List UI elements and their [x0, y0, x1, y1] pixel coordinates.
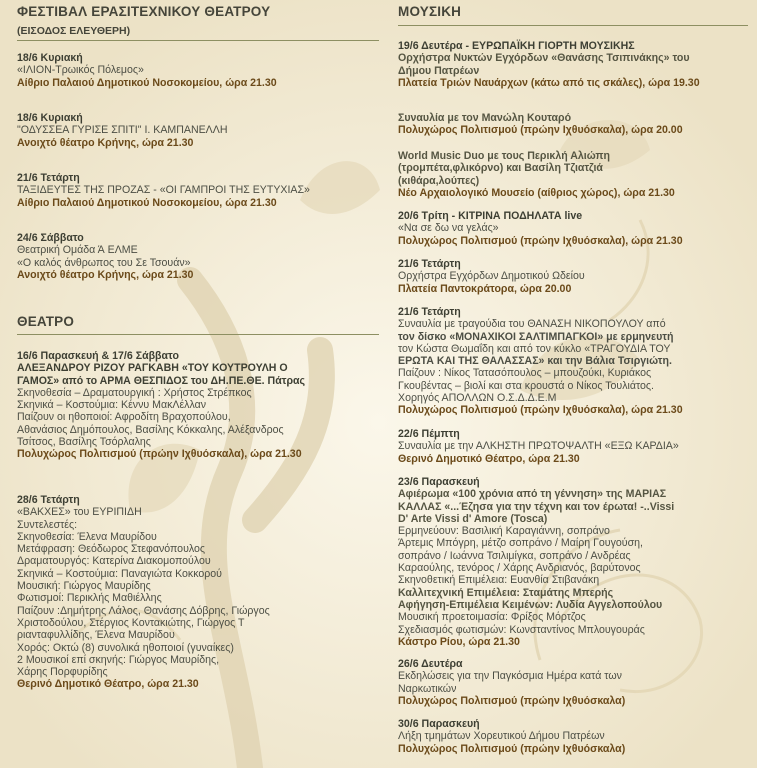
theatre-event	[17, 350, 305, 461]
section-divider	[398, 25, 748, 26]
event-title: ΚΑΛΛΑΣ «...Έζησα για την τέχνη και τον έρωτα! -..Vissi	[398, 500, 675, 513]
event-text: Σχεδιασμός φωτισμών: Κωνσταντίνος Μπλουγουράς	[398, 623, 645, 636]
festival-event	[17, 112, 227, 149]
event-text: Αφήγηση-Επιμέλεια Κειμένων: Λυδία Αγγελοπούλου	[398, 598, 663, 611]
event-text: Μουσική προετοιμασία: Φρίξος Μόρτζος	[398, 611, 586, 624]
event-date: 18/6 Κυριακή	[17, 52, 83, 64]
event-text: Σκηνικά – Κοστούμια: Παναγιώτα Κοκκορού	[17, 567, 222, 580]
event-venue: Πολυχώρος Πολιτισμού (πρώην Ιχθυόσκαλα)	[398, 742, 626, 755]
event-text: "ΟΔΥΣΣΕΑ ΓΥΡΙΣΕ ΣΠΙΤΙ" Ι. ΚΑΜΠΑΝΕΛΛΗ	[17, 124, 228, 137]
festival-event	[17, 232, 193, 281]
music-event	[398, 428, 679, 465]
music-section-title: ΜΟΥΣΙΚΗ	[398, 4, 462, 19]
music-event	[398, 258, 585, 295]
event-venue: Κάστρο Ρίου, ώρα 21.30	[398, 635, 520, 648]
event-date: 22/6 Πέμπτη	[398, 428, 460, 440]
event-venue: Πολυχώρος Πολιτισμού (πρώην Ιχθυόσκαλα)	[398, 694, 626, 707]
event-text: τον Κώστα Θωμαΐδη και από τον κύκλο «ΤΡΑΓΟΥΔΙΑ ΤΟΥ	[398, 342, 671, 355]
theatre-event	[17, 494, 270, 691]
event-date: 23/6 Παρασκευή	[398, 476, 480, 488]
event-text: Συναυλία με την ΑΛΚΗΣΤΗ ΠΡΩΤΟΨΑΛΤΗ «ΕΞΩ ΚΑΡΔΙΑ»	[398, 440, 679, 453]
theatre-section-title: ΘΕΑΤΡΟ	[17, 314, 75, 329]
event-text: «Να σε δω να γελάς»	[398, 222, 499, 235]
event-venue: Θερινό Δημοτικό Θέατρο, ώρα 21.30	[398, 452, 580, 465]
event-text: σοπράνο / Ιωάννα Τσιλιμίγκα, σοπράνο / Ανδρέας	[398, 549, 631, 562]
event-text: «ΒΑΚΧΕΣ» του ΕΥΡΙΠΙΔΗ	[17, 506, 142, 519]
event-text: Λήξη τμημάτων Χορευτικού Δήμου Πατρέων	[398, 730, 605, 743]
festival-section-subtitle: (ΕΙΣΟΔΟΣ ΕΛΕΥΘΕΡΗ)	[17, 25, 131, 37]
event-text: «Ο καλός άνθρωπος του Σε Τσουάν»	[17, 256, 191, 269]
music-event	[398, 150, 675, 199]
event-venue: Πολυχώρος Πολιτισμού (πρώην Ιχθυόσκαλα), ώρα 20.00	[398, 124, 683, 137]
event-text: Παίζουν : Νίκος Τατασόπουλος – μπουζούκι, Κυριάκος	[398, 367, 652, 380]
section-divider	[17, 334, 379, 335]
event-date: 16/6 Παρασκευή & 17/6 Σάββατο	[17, 350, 179, 362]
event-text: Συναυλία με τραγούδια του ΘΑΝΑΣΗ ΝΙΚΟΠΟΥΛΟΥ από	[398, 318, 666, 331]
event-text: Γκουβέντας – βιολί και στα κρουστά ο Νίκος Τουλιάτος.	[398, 379, 654, 392]
event-text: Χορηγός ΑΠΟΛΛΩΝ Ο.Σ.Δ.Δ.Ε.Μ	[398, 392, 557, 405]
event-text: ριανταφυλλίδης, Έλενα Μαυρίδου	[17, 629, 175, 642]
event-venue: Αίθριο Παλαιού Δημοτικού Νοσοκομείου, ώρα 21.30	[17, 76, 277, 89]
music-event	[398, 658, 625, 707]
event-date: 21/6 Τετάρτη	[398, 306, 461, 318]
music-event	[398, 112, 683, 137]
event-text: Φωτισμοί: Περικλής Μαθιέλλης	[17, 592, 162, 605]
event-text: Μουσική: Γιώργος Μαυρίδης	[17, 580, 151, 593]
event-date: 28/6 Τετάρτη	[17, 494, 80, 506]
event-text: Παίζουν οι ηθοποιοί: Αφροδίτη Βραχοπούλου,	[17, 411, 231, 424]
event-title: ΓΑΜΟΣ» από το ΑΡΜΑ ΘΕΣΠΙΔΟΣ του ΔΗ.ΠΕ.ΘΕ. Πάτρας	[17, 374, 306, 387]
event-venue: Ανοιχτό θέατρο Κρήνης, ώρα 21.30	[17, 268, 194, 281]
festival-event	[17, 52, 277, 89]
event-date: 21/6 Τετάρτη	[17, 172, 80, 184]
event-text: Αθανάσιος Δημόπουλος, Βασίλης Κόκκαλης, Αλέξανδρος	[17, 423, 284, 436]
event-text: Σκηνοθεσία – Δραματουργική : Χρήστος Στρέπκος	[17, 386, 252, 399]
music-event	[398, 718, 625, 755]
festival-event	[17, 172, 310, 209]
music-event	[398, 40, 700, 89]
event-text: Τσίτσος, Βασίλης Τσόρλαλης	[17, 436, 151, 449]
event-venue: Πλατεία Παντοκράτορα, ώρα 20.00	[398, 282, 572, 295]
event-text: Παίζουν :Δημήτρης Λάλος, Θανάσης Δόβρης, Γιώργος	[17, 604, 270, 617]
event-text: Σκηνοθετική Επιμέλεια: Ευανθία Στιβανάκη	[398, 574, 600, 587]
music-event	[398, 210, 683, 247]
event-venue: Πολυχώρος Πολιτισμού (πρώην Ιχθυόσκαλα), ώρα 21.30	[398, 404, 683, 417]
event-title: Ορχήστρα Νυκτών Εγχόρδων «Θανάσης Τσιπινάκης» του	[398, 52, 690, 65]
event-text: ΤΑΞΙΔΕΥΤΕΣ ΤΗΣ ΠΡΟΖΑΣ - «ΟΙ ΓΑΜΠΡΟΙ ΤΗΣ ΕΥΤΥΧΙΑΣ»	[17, 184, 310, 197]
event-date: 24/6 Σάββατο	[17, 232, 84, 244]
event-text: Σκηνικά – Κοστούμια: Κέννυ ΜακΛέλλαν	[17, 399, 207, 412]
music-event	[398, 476, 674, 648]
event-title: (κιθάρα,λούπες)	[398, 174, 480, 187]
event-text: 2 Μουσικοί επί σκηνής: Γιώργος Μαυρίδης,	[17, 653, 220, 666]
event-title: Συναυλία με τον Μανώλη Κουταρό	[398, 112, 572, 124]
event-text: Δραματουργός: Κατερίνα Διακομοπούλου	[17, 555, 211, 568]
event-date: 20/6 Τρίτη - ΚΙΤΡΙΝΑ ΠΟΔΗΛΑΤΑ live	[398, 210, 583, 222]
music-event	[398, 306, 683, 417]
event-title: D' Arte Vissi d' Amore (Tosca)	[398, 512, 548, 525]
event-text: Μετάφραση: Θεόδωρος Στεφανόπουλος	[17, 543, 205, 556]
event-text: Σκηνοθεσία: Έλενα Μαυρίδου	[17, 530, 157, 543]
event-title: (τρομπέτα,φλικόρνο) και Βασίλη Τζιατζιά	[398, 162, 603, 175]
section-divider	[17, 40, 379, 41]
festival-section-title: ΦΕΣΤΙΒΑΛ ΕΡΑΣΙΤΕΧΝΙΚΟΥ ΘΕΑΤΡΟΥ	[17, 4, 271, 19]
event-text: Ναρκωτικών	[398, 682, 457, 695]
event-venue: Νέο Αρχαιολογικό Μουσείο (αίθριος χώρος), ώρα 21.30	[398, 186, 675, 199]
event-text: Θεατρική Ομάδα Ά ΕΛΜΕ	[17, 244, 138, 257]
event-title: ΑΛΕΞΑΝΔΡΟΥ ΡΙΖΟΥ ΡΑΓΚΑΒΗ «ΤΟΥ ΚΟΥΤΡΟΥΛΗ Ο	[17, 362, 288, 375]
event-text: Εκδηλώσεις για την Παγκόσμια Ημέρα κατά των	[398, 670, 622, 683]
event-title: Δήμου Πατρέων	[398, 64, 480, 77]
event-venue: Ανοιχτό θέατρο Κρήνης, ώρα 21.30	[17, 136, 194, 149]
event-text: τον δίσκο «ΜΟΝΑΧΙΚΟΙ ΣΑΛΤΙΜΠΑΓΚΟΙ» με ερμηνευτή	[398, 330, 674, 343]
event-text: Χριστοδούλου, Στέργιος Κοντακιώτης, Γιώργος Τ	[17, 616, 245, 629]
event-text: ΕΡΩΤΑ ΚΑΙ ΤΗΣ ΘΑΛΑΣΣΑΣ» και την Βάλια Τσιργιώτη.	[398, 355, 672, 368]
event-date: 26/6 Δευτέρα	[398, 658, 463, 670]
event-venue: Πλατεία Τριών Ναυάρχων (κάτω από τις σκάλες), ώρα 19.30	[398, 76, 700, 89]
event-date: 18/6 Κυριακή	[17, 112, 83, 124]
event-venue: Αίθριο Παλαιού Δημοτικού Νοσοκομείου, ώρα 21.30	[17, 196, 277, 209]
event-title: World Music Duo με τους Περικλή Αλιώπη	[398, 150, 610, 162]
event-text: Καραούλης, τενόρος / Χάρης Ανδριανός, βαρύτονος	[398, 562, 641, 575]
event-text: Χάρης Πορφυρίδης	[17, 666, 108, 679]
event-text: «ΙΛΙΟΝ-Τρωικός Πόλεμος»	[17, 64, 144, 77]
event-venue: Πολυχώρος Πολιτισμού (πρώην Ιχθυόσκαλα), ώρα 21.30	[17, 448, 302, 461]
event-venue: Θερινό Δημοτικό Θέατρο, ώρα 21.30	[17, 678, 199, 691]
event-text: Καλλιτεχνική Επιμέλεια: Σταμάτης Μπερής	[398, 586, 614, 599]
event-text: Συντελεστές:	[17, 518, 78, 531]
event-text: Ερμηνεύουν: Βασιλική Καραγιάννη, σοπράνο	[398, 525, 610, 538]
event-venue: Πολυχώρος Πολιτισμού (πρώην Ιχθυόσκαλα), ώρα 21.30	[398, 234, 683, 247]
event-text: Άρτεμις Μπόγρη, μέτζο σοπράνο / Μαίρη Γουγούση,	[398, 537, 643, 550]
event-title: Αφιέρωμα «100 χρόνια από τη γέννηση» της ΜΑΡΙΑΣ	[398, 488, 667, 501]
event-text: Χορός: Οκτώ (8) συνολικά ηθοποιοί (γυναίκες)	[17, 641, 234, 654]
event-date: 21/6 Τετάρτη	[398, 258, 461, 270]
event-date: 30/6 Παρασκευή	[398, 718, 480, 730]
event-text: Ορχήστρα Εγχόρδων Δημοτικού Ωδείου	[398, 270, 585, 283]
event-date: 19/6 Δευτέρα - ΕΥΡΩΠΑΪΚΗ ΓΙΟΡΤΗ ΜΟΥΣΙΚΗΣ	[398, 40, 635, 52]
